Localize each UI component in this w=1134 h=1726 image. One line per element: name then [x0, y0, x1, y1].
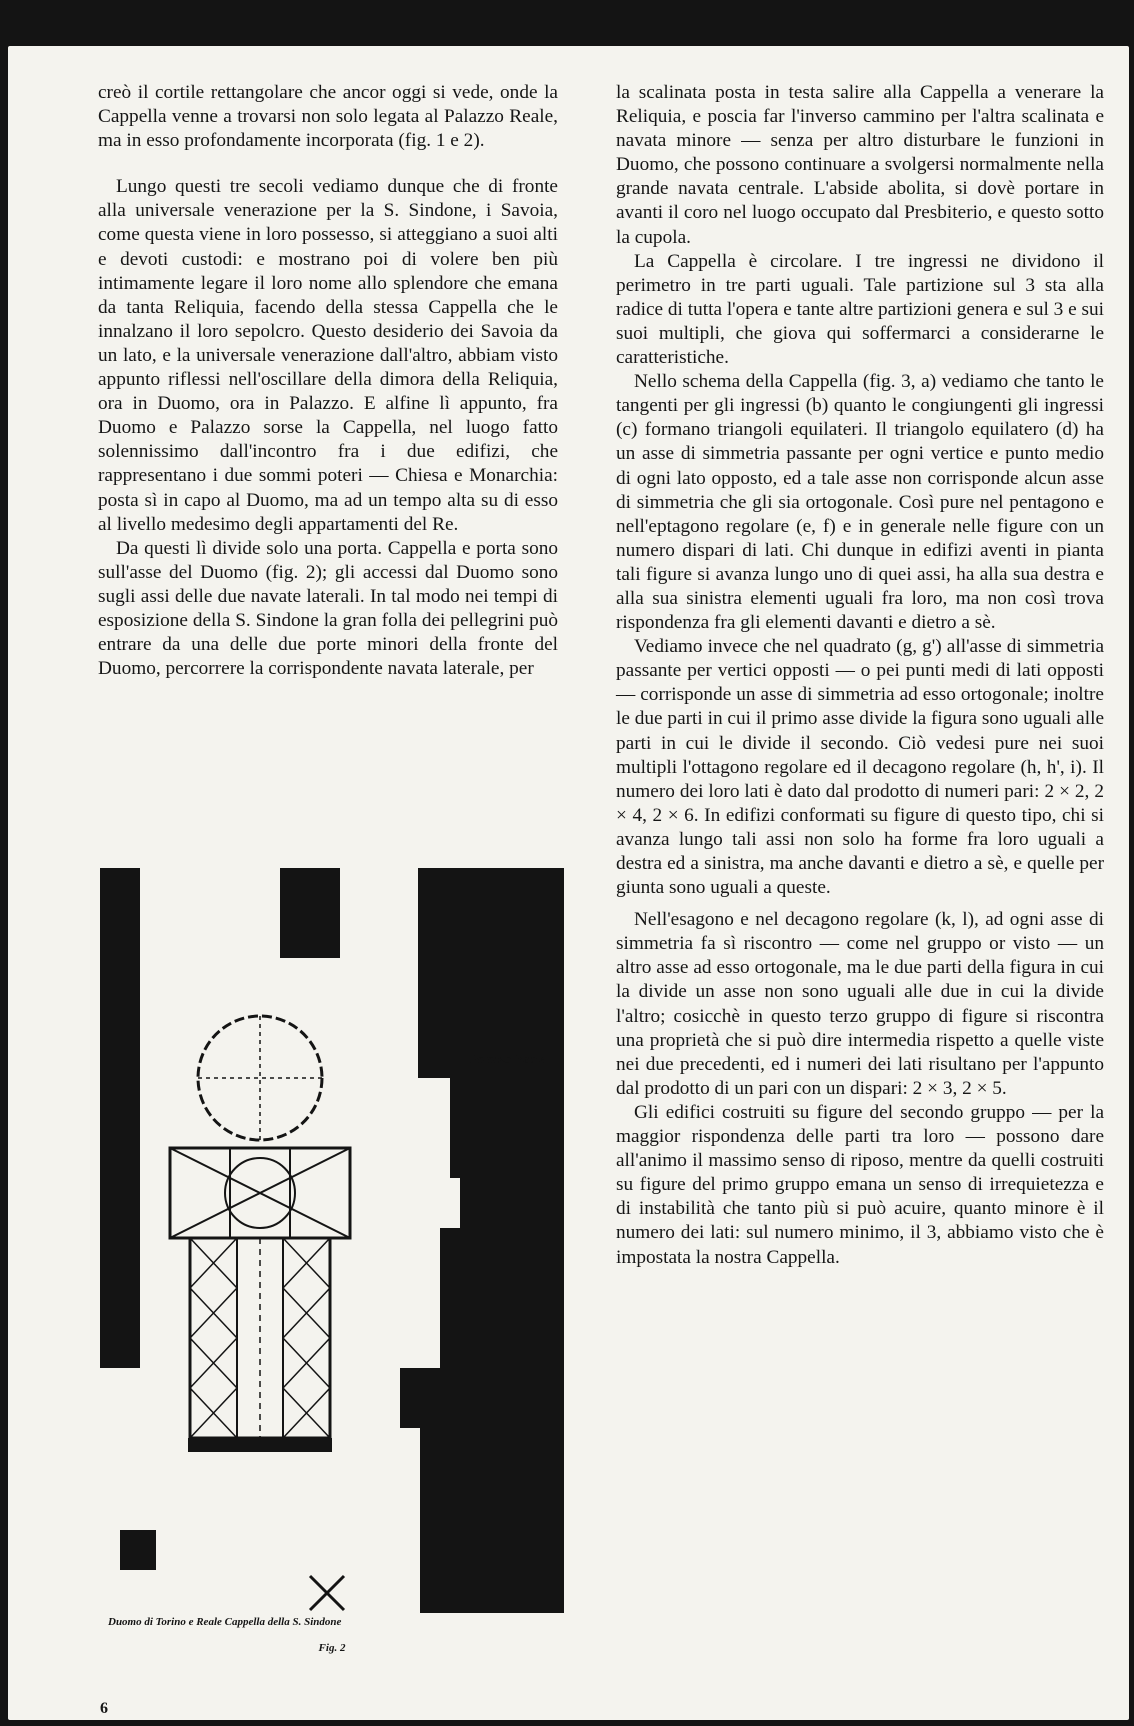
- left-text-column: [98, 81, 558, 681]
- paragraph: creò il cortile rettangolare che ancor oggi si vede, onde la Cappella venne a trovarsi non solo legata al Palazzo Reale, ma in esso profondamente incorporata (fig. 1 e 2).: [98, 82, 558, 152]
- right-text-column: [616, 81, 1104, 1270]
- book-page: [8, 46, 1129, 1720]
- scan-border: [0, 0, 1010, 48]
- floor-plan-figure: [100, 868, 564, 1628]
- palazzo-reale-label: Palazzo Reale: [470, 1051, 545, 1066]
- paragraph: La Cappella è circolare. I tre ingressi ne dividono il perimetro in tre parti uguali. Tale partizione sul 3 sta alla radice di tutta l'opera e tante altre partizioni genera e sul 3 e sui suoi multipli, che giova qui soffermarci a considerarne le caratteristiche.: [616, 250, 1104, 369]
- paragraph: Gli edifici costruiti su figure del secondo gruppo — per la maggior rispondenza delle parti tra loro — possono dare all'animo il massimo senso di riposo, mentre da quelli costruiti su figure del primo gruppo emana un senso di irrequietezza e di instabilità che tanto più si può acuire, quanto minore è il numero dei lati: sul numero minimo, il 3, abbiamo visto che è impostata la nostra Cappella.: [616, 1101, 1104, 1268]
- campanile-label: Campanile: [122, 1580, 153, 1588]
- paragraph: Da questi lì divide solo una porta. Cappella e porta sono sull'asse del Duomo (fig. 2); gli accessi dal Duomo sono sugli assi delle due navate laterali. In tal modo nei tempi di esposizione della S. Sindone la gran folla dei pellegrini può entrare da una delle due porte minori della fronte del Duomo, percorrere la corrispondente navata laterale, per: [98, 537, 558, 680]
- plan-title-label: Duomo di Torino e Reale Cappella della S. Sindone: [108, 1616, 342, 1628]
- paragraph: la scalinata posta in testa salire alla Cappella a venerare la Reliquia, e poscia far l'inverso cammino per l'altra scalinata e navata minore — senza per altro disturbare le funzioni in Duomo, che possono continuare a svolgersi normalmente nella grande navata centrale. L'abside abolita, si dovè portare in avanti il coro nel luogo occupato dal Presbiterio, e questo sotto la cupola.: [616, 82, 1104, 248]
- paragraph: Nell'esagono e nel decagono regolare (k, l), ad ogni asse di simmetria fa sì riscontro — come nel gruppo or visto — un altro asse ad esso ortogonale, ma le due parti della figura in cui la divide un asse non sono uguali alle due in cui la divide l'altro; cosicchè in questo terzo gruppo di figure si riscontra una proprietà che si può dire intermedia rispetto a quelle viste nei due precedenti, ed i numeri dei lati risultano per l'appunto dal prodotto di un pari con un dispari: 2 × 3, 2 × 5.: [616, 909, 1104, 1099]
- paragraph: Vediamo invece che nel quadrato (g, g') all'asse di simmetria passante per vertici opposti — o pei punti medi di lati opposti — corrisponde un asse di simmetria ad esso ortogonale; inoltre le due parti in cui il primo asse divide la figura sono uguali alle parti in cui le divide il secondo. Ciò vedesi pure nei suoi multipli l'ottagono regolare ed il decagono regolare (h, h', i). Il numero dei loro lati è dato dal prodotto di numeri pari: 2 × 2, 2 × 4, 2 × 6. In edifizi conformati su figure di questo tipo, chi si avanza lungo tali assi non solo ha forme fra loro uguali a destra ed a sinistra, ma anche davanti e dietro a sè, e quelle per giunta sono uguali a queste.: [616, 636, 1104, 899]
- floor-plan-drawing: [100, 868, 564, 1628]
- paragraph: Nello schema della Cappella (fig. 3, a) vediamo che tanto le tangenti per gli ingressi (b) quanto le congiungenti gli ingressi (c) formano triangoli equilateri. Il triangolo equilatero (d) ha un asse di simmetria passante per ogni vertice e punto medio di ogni lato opposto, ed a tale asse non corrisponde alcun asse di simmetria che gli sia ortogonale. Così pure nel pentagono e nell'eptagono regolare (e, f) e in generale nelle figure con un numero dispari di lati. Chi dunque in edifizi aventi in pianta tali figure si avanza lungo uno di quei assi, ha alla sua destra e alla sua sinistra elementi uguali fra loro, ma non così trova rispondenza fra gli elementi davanti e dietro a sè.: [616, 371, 1104, 634]
- paragraph: Lungo questi tre secoli vediamo dunque che di fronte alla universale venerazione per la S. Sindone, i Savoia, come questa viene in loro possesso, si atteggiano a suoi alti e devoti custodi: e mostrano poi di volere ben più intimamente legare il loro nome allo splendore che emana da tanta Reliquia, facendo della stessa Cappella che le innalzano il loro sepolcro. Questo desiderio dei Savoia da un lato, e la universale venerazione dall'altro, abbiam visto appunto riflessi nell'oscillare della dimora della Reliquia, ora in Duomo, ora in Palazzo. E alfine lì appunto, fra Duomo e Palazzo sorse la Cappella, nel luogo fatto solennissimo dall'incontro fra i due edifizi, che rappresentano i due sommi poteri — Chiesa e Monarchia: posta sì in capo al Duomo, ma ad un tempo alta su di esso al livello medesimo degli appartamenti del Re.: [98, 176, 558, 535]
- figure-caption: Fig. 2: [318, 1642, 346, 1654]
- page-number: 6: [100, 1700, 108, 1717]
